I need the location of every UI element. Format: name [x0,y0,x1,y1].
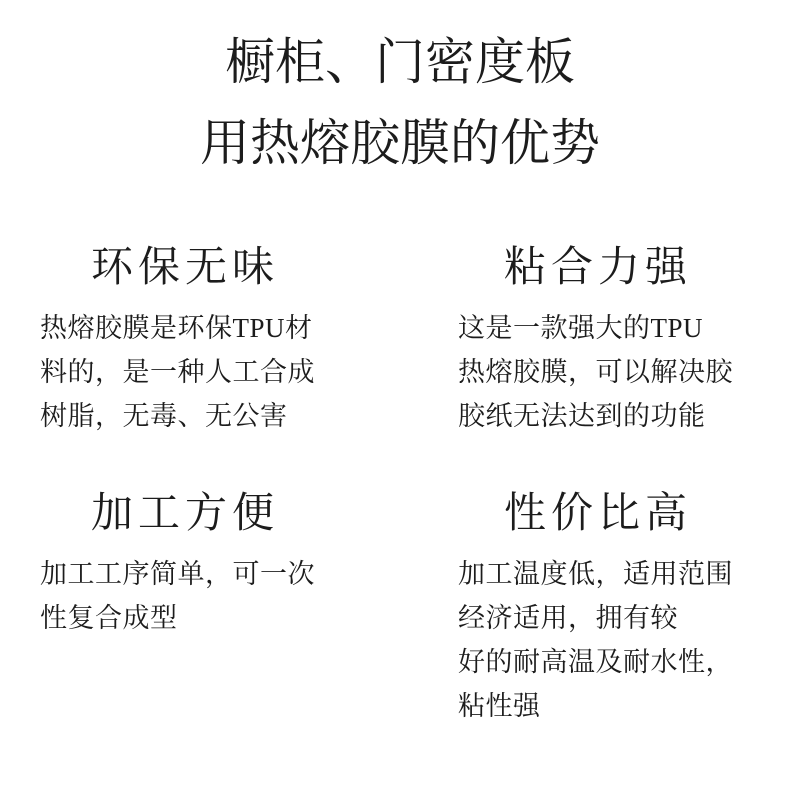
feature-heading: 加工方便 [90,491,279,537]
body-line: 经济适用，拥有较 [458,603,678,633]
body-line: 性复合成型 [40,603,178,633]
body-line: 料的，是一种人工合成 [40,357,315,387]
feature-body [458,306,738,438]
body-line: 这是一款强大的TPU [458,313,704,343]
body-line: 好的耐高温及耐水性， [458,647,733,677]
feature-heading: 性价比高 [503,491,692,537]
feature-eco-friendly [40,242,330,438]
feature-strong-adhesion [458,242,738,438]
body-line: 树脂，无毒、无公害 [40,401,288,431]
feature-heading: 粘合力强 [503,245,692,291]
body-line: 热熔胶膜是环保TPU材 [40,313,313,343]
feature-cost-effective [458,488,738,728]
body-line: 加工温度低，适用范围 [458,559,733,589]
features-grid [0,242,800,728]
page-title-line-2: 用热熔胶膜的优势 [200,115,600,171]
page-title [0,22,800,184]
feature-heading: 环保无味 [90,245,279,291]
body-line: 粘性强 [458,691,541,721]
feature-easy-processing [40,488,330,728]
body-line: 胶纸无法达到的功能 [458,401,706,431]
feature-body [40,552,330,640]
feature-body [40,306,330,438]
body-line: 加工工序简单，可一次 [40,559,315,589]
feature-body [458,552,738,728]
page-title-line-1: 橱柜、门密度板 [225,34,575,90]
body-line: 热熔胶膜，可以解决胶 [458,357,733,387]
